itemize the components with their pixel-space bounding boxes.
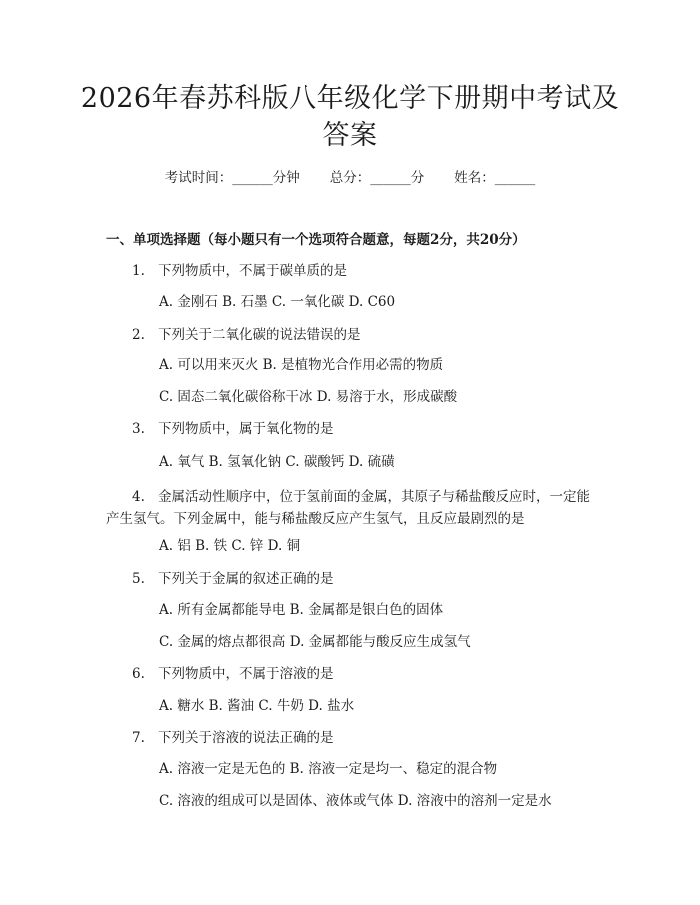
question-1-options: A. 金刚石 B. 石墨 C. 一氧化碳 D. C60 [159,294,396,310]
exam-time-field: 考试时间：______分钟 [164,170,300,186]
question-text: 下列关于二氧化碳的说法错误的是 [158,327,361,343]
question-6 [132,665,334,683]
student-name-field: 姓名：______ [454,170,536,186]
question-5 [132,570,334,588]
question-number: 6. [132,666,145,682]
question-4-options: A. 铝 B. 铁 C. 锌 D. 铜 [159,538,301,554]
section-heading-single-choice: 一、单项选择题（每小题只有一个选项符合题意，每题2分，共20分） [106,232,526,248]
question-text: 金属活动性顺序中，位于氢前面的金属，其原子与稀盐酸反应时，一定能产生氢气。下列金属中，能与稀盐酸反应产生氢气，且反应最剧烈的是 [106,489,590,527]
question-5-options-line-1: A. 所有金属都能导电 B. 金属都是银白色的固体 [159,602,444,618]
question-text: 下列关于金属的叙述正确的是 [158,571,334,587]
question-7-options-line-1: A. 溶液一定是无色的 B. 溶液一定是均一、稳定的混合物 [159,761,498,777]
question-3-options: A. 氧气 B. 氢氧化钠 C. 碳酸钙 D. 硫磺 [159,454,395,470]
question-text: 下列关于溶液的说法正确的是 [158,730,334,746]
question-number: 7. [132,730,145,746]
question-6-options: A. 糖水 B. 酱油 C. 牛奶 D. 盐水 [159,698,355,714]
exam-meta-line [70,169,630,187]
question-text: 下列物质中，属于氧化物的是 [158,421,334,437]
question-text: 下列物质中，不属于碳单质的是 [158,263,347,279]
question-2-options-line-2: C. 固态二氧化碳俗称干冰 D. 易溶于水，形成碳酸 [159,389,458,405]
question-7 [132,729,334,747]
question-5-options-line-2: C. 金属的熔点都很高 D. 金属都能与酸反应生成氢气 [159,634,471,650]
question-7-options-line-2: C. 溶液的组成可以是固体、液体或气体 D. 溶液中的溶剂一定是水 [159,793,552,809]
question-3 [132,420,334,438]
question-number: 3. [132,421,145,437]
question-number: 1. [132,263,145,279]
question-number: 4. [132,489,145,505]
question-1 [132,262,347,280]
question-2 [132,326,361,344]
question-2-options-line-1: A. 可以用来灭火 B. 是植物光合作用必需的物质 [159,357,444,373]
exam-title: 2026年春苏科版八年级化学下册期中考试及答案 [80,83,620,151]
question-number: 5. [132,571,145,587]
question-4 [106,486,601,530]
total-score-field: 总分：______分 [329,170,425,186]
question-number: 2. [132,327,145,343]
question-text: 下列物质中，不属于溶液的是 [158,666,334,682]
